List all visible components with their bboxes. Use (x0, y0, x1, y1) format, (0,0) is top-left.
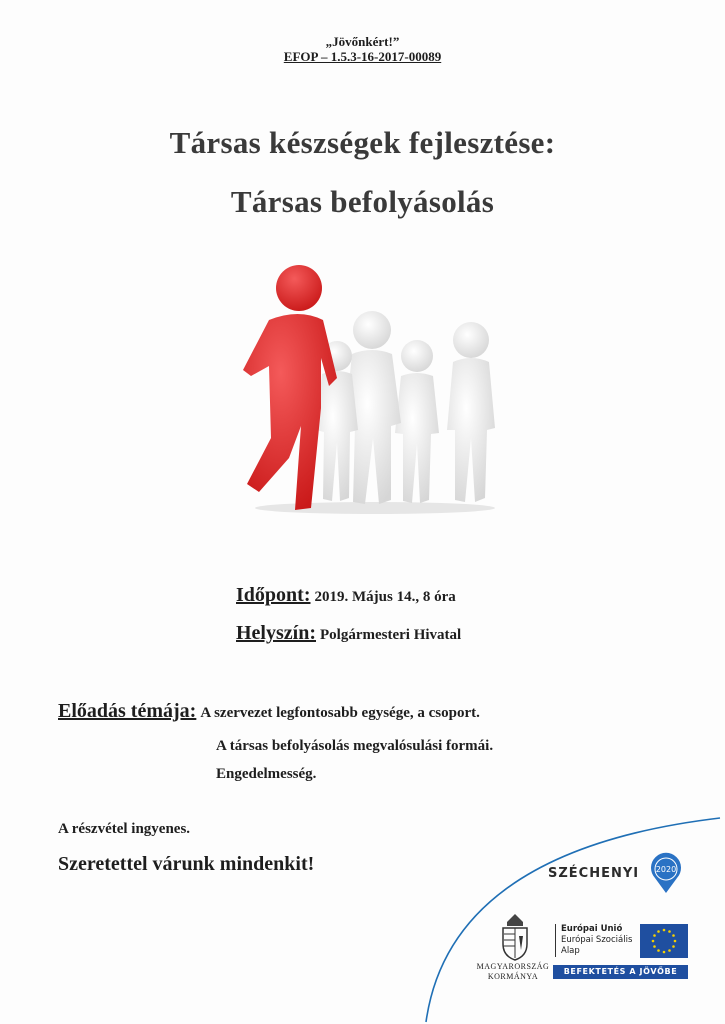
place-label: Helyszín: (236, 622, 316, 644)
page-title: Társas készségek fejlesztése: (169, 125, 556, 160)
time-row (236, 584, 456, 607)
topic-line-1: A szervezet legfontosabb egysége, a csoport. (200, 705, 480, 721)
eu-label (555, 924, 641, 957)
project-code: EFOP – 1.5.3-16-2017-00089 (283, 49, 442, 64)
government-label (470, 962, 556, 982)
government-label-line1: MAGYARORSZÁG (476, 962, 550, 971)
government-label-line2: KORMÁNYA (487, 972, 539, 981)
time-label: Időpont: (236, 584, 311, 606)
free-participation-text: A részvétel ingyenes. (58, 821, 191, 837)
welcome-text: Szeretettel várunk mindenkit! (58, 853, 315, 875)
topic-line-3: Engedelmesség. (216, 766, 317, 782)
hungarian-crest-icon (495, 912, 535, 962)
eu-label-line3: Alap (561, 946, 580, 956)
szechenyi-logo-text: SZÉCHENYI (548, 866, 640, 881)
time-value: 2019. Május 14., 8 óra (314, 589, 456, 605)
szechenyi-pin-icon (648, 850, 684, 894)
page-subtitle: Társas befolyásolás (230, 184, 495, 219)
eu-label-line1: Európai Unió (561, 924, 623, 934)
topic-row (58, 700, 480, 723)
place-value: Polgármesteri Hivatal (320, 627, 462, 643)
eu-flag-icon (640, 924, 688, 958)
invest-banner: BEFEKTETÉS A JÖVŐBE (553, 965, 688, 979)
topic-line-2: A társas befolyásolás megvalósulási formái. (216, 738, 494, 754)
motto: „Jövőnkért!” (325, 34, 400, 49)
group-figures-leader-icon (225, 258, 505, 518)
white-figure-mid-right (395, 340, 439, 503)
place-row (236, 622, 461, 645)
decorative-arc (420, 790, 725, 1024)
topic-label: Előadás témája: (58, 700, 197, 722)
szechenyi-year: 2020 (655, 865, 677, 874)
white-figure-far-right (447, 322, 495, 502)
eu-label-line2: Európai Szociális (561, 935, 633, 945)
